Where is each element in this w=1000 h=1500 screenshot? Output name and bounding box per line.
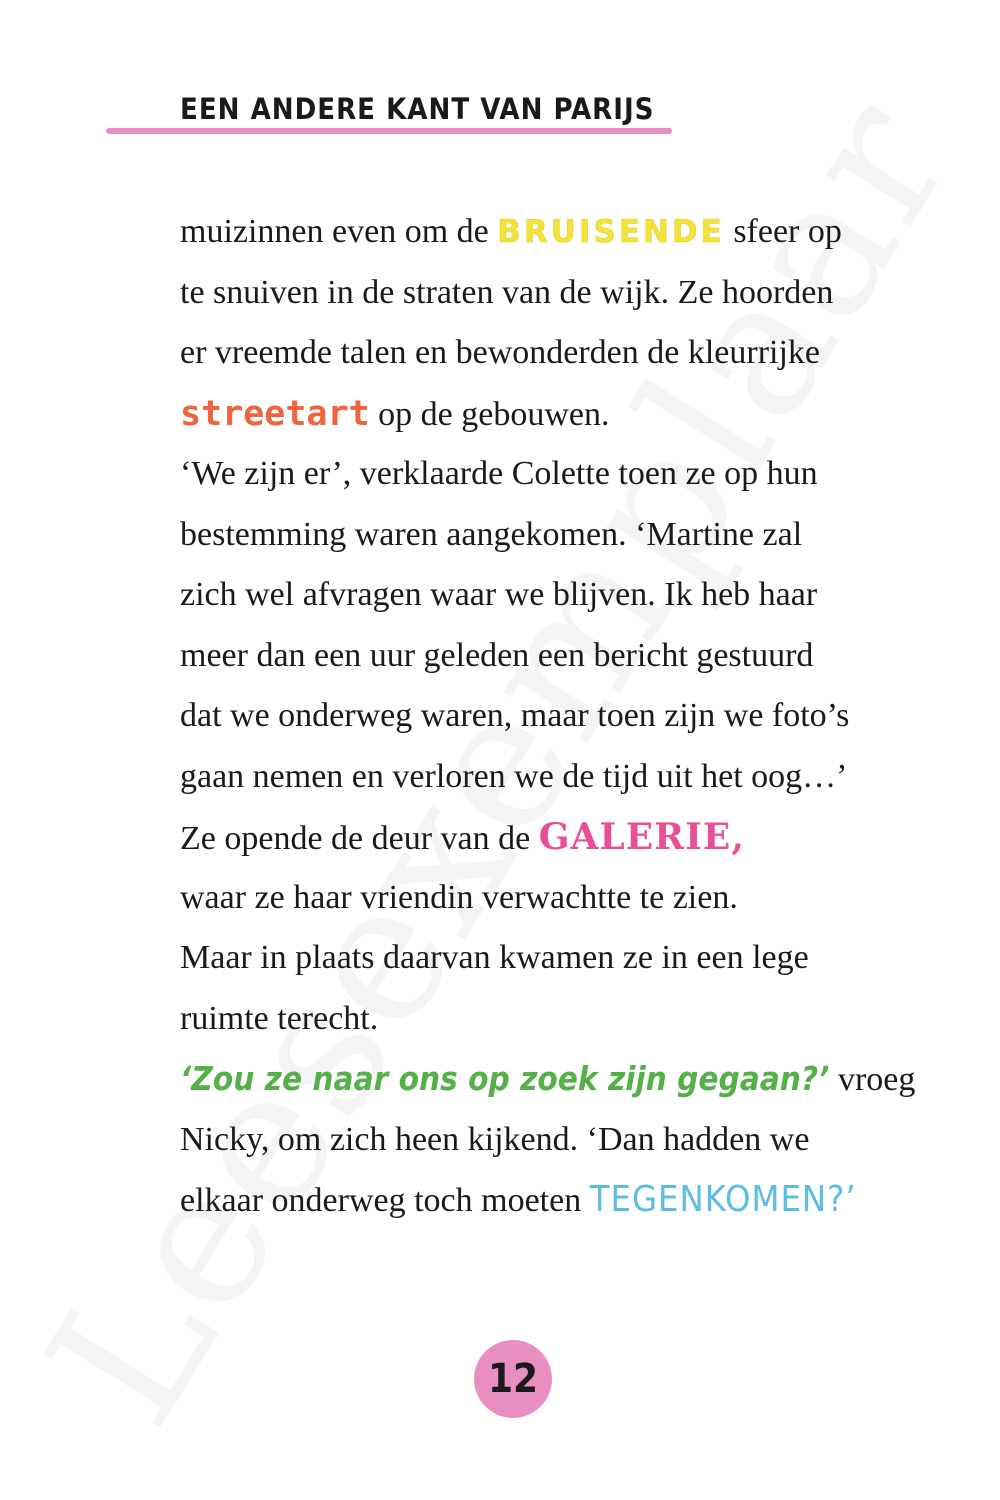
text-line: dat we onderweg waren, maar toen zijn we foto’s <box>180 697 850 734</box>
text-line <box>180 384 940 445</box>
running-head-rule <box>106 128 672 134</box>
highlight-word-tegenkomen: TEGENKOMEN?’ <box>589 1179 857 1220</box>
page-number: 12 <box>474 1340 552 1418</box>
text-run: sfeer op <box>724 213 842 250</box>
text-line <box>180 1170 940 1231</box>
text-line: te snuiven in de straten van de wijk. Ze hoorden <box>180 273 834 311</box>
text-line: waar ze haar vriendin verwachtte te zien. <box>180 878 738 916</box>
highlight-word-streetart: streetart <box>180 393 370 434</box>
text-line: zich wel afvragen waar we blijven. Ik heb haar <box>180 576 818 613</box>
text-run: muizinnen even om de <box>180 213 498 250</box>
text-line: Maar in plaats daarvan kwamen ze in een lege <box>180 939 809 976</box>
text-line: er vreemde talen en bewonderden de kleurrijke <box>180 334 821 371</box>
text-run: Ze opende de deur van de <box>180 820 539 857</box>
text-line <box>180 807 940 868</box>
text-line <box>180 1049 940 1110</box>
text-run: op de gebouwen. <box>369 395 610 433</box>
text-run: vroeg <box>829 1061 916 1098</box>
text-line: Nicky, om zich heen kijkend. ‘Dan hadden we <box>180 1120 810 1158</box>
text-line <box>180 202 940 263</box>
highlight-word-galerie: GALERIE, <box>538 816 745 858</box>
text-line: gaan nemen en verloren we de tijd uit het oog…’ <box>180 757 848 795</box>
text-line: bestemming waren aangekomen. ‘Martine zal <box>180 515 803 553</box>
text-line: meer dan een uur geleden een bericht gestuurd <box>180 636 814 674</box>
highlight-word-bruisende: BRUISENDE <box>497 214 725 250</box>
highlight-quote: ‘Zou ze naar ons op zoek zijn gegaan?’ <box>180 1059 830 1098</box>
text-line: ruimte terecht. <box>180 999 379 1037</box>
running-head: EEN ANDERE KANT VAN PARIJS <box>180 92 655 126</box>
text-line: ‘We zijn er’, verklaarde Colette toen ze op hun <box>180 455 818 492</box>
body-text <box>180 202 940 1231</box>
text-run: elkaar onderweg toch moeten <box>180 1182 590 1219</box>
